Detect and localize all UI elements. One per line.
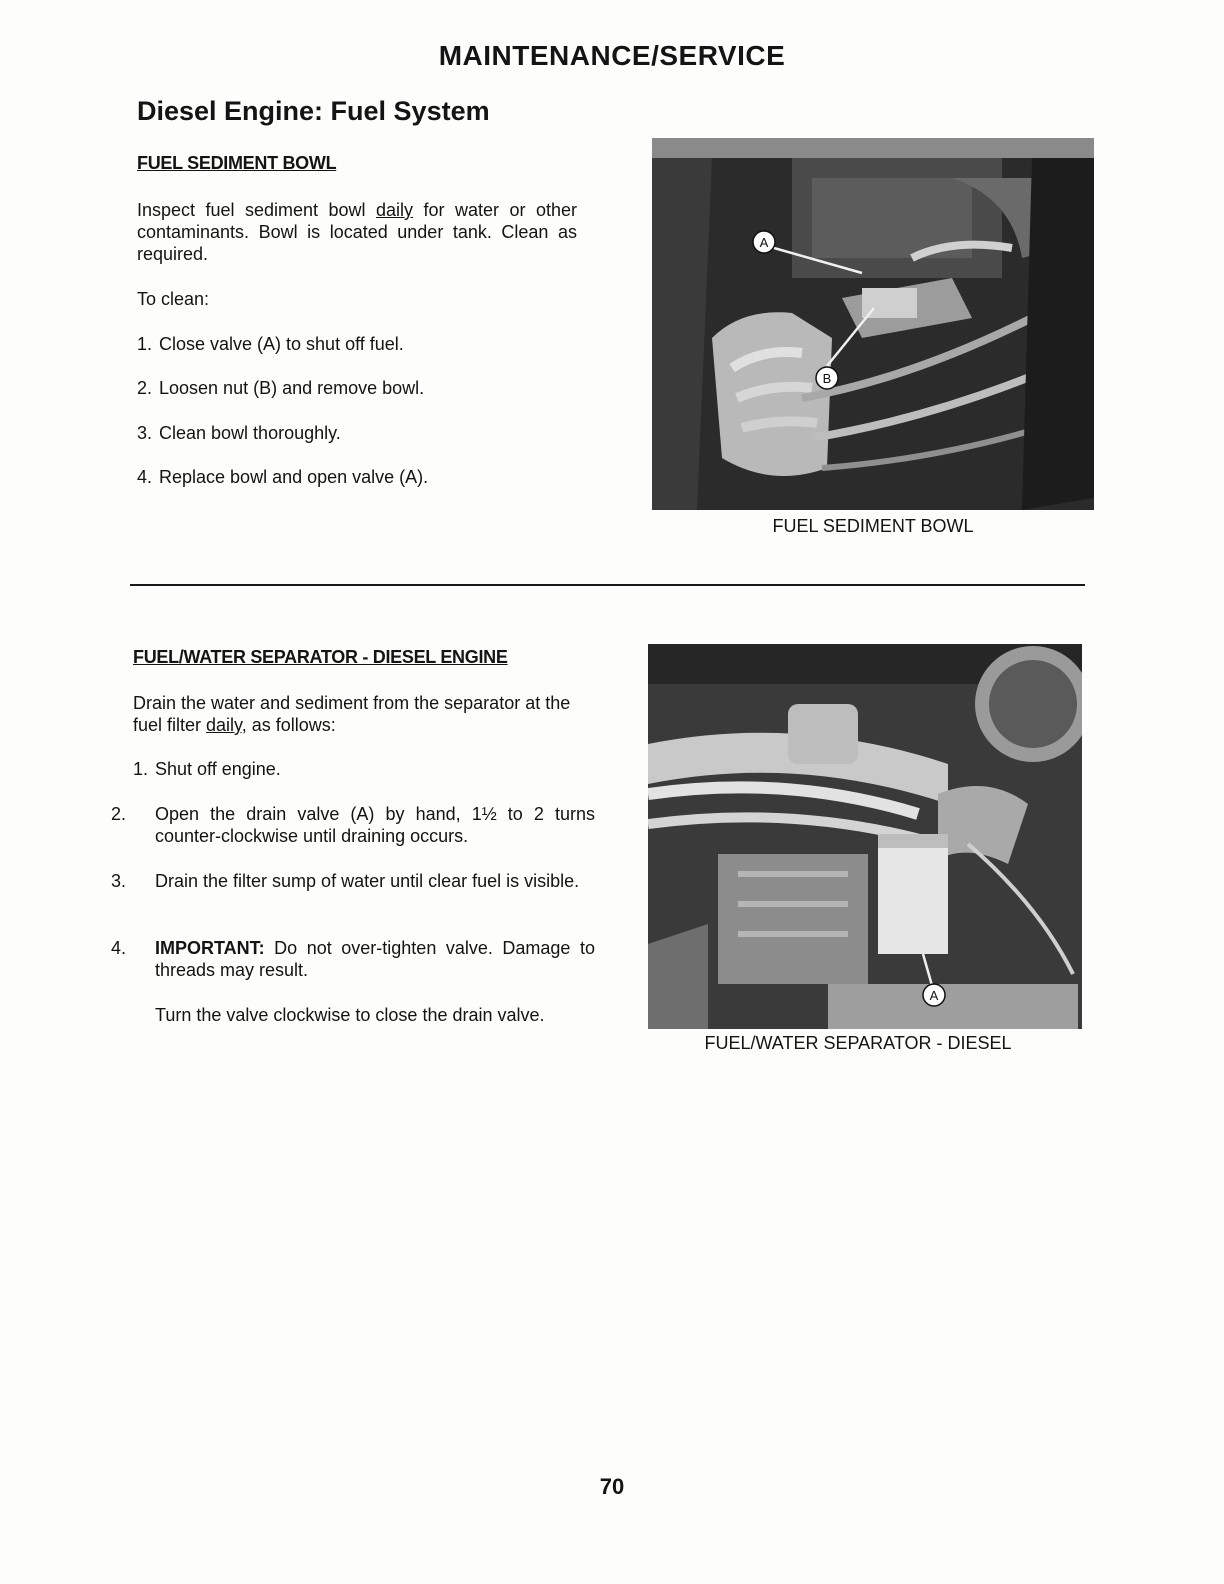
sediment-bowl-intro xyxy=(137,199,577,265)
fuel-sediment-bowl-photo xyxy=(652,138,1094,510)
fuel-water-separator-heading: FUEL/WATER SEPARATOR - DIESEL ENGINE xyxy=(133,647,508,667)
step-text: Loosen nut (B) and remove bowl. xyxy=(159,378,425,398)
step-text: Drain the filter sump of water until clear fuel is visible. xyxy=(155,871,580,891)
step-number: 1. xyxy=(133,759,149,779)
step-text: Replace bowl and open valve (A). xyxy=(159,467,429,487)
sediment-step-2 xyxy=(137,377,424,399)
separator-step-4 xyxy=(111,937,595,981)
separator-closing-note: Turn the valve clockwise to close the drain valve. xyxy=(155,1005,545,1025)
sediment-step-4 xyxy=(137,466,428,488)
step-text: Do not over-tighten valve. Damage to threads may result. xyxy=(155,938,595,980)
separator-step-2 xyxy=(111,803,595,847)
step-number: 4. xyxy=(137,467,153,487)
callout-a-label: A xyxy=(929,988,939,1003)
section-title: Diesel Engine: Fuel System xyxy=(137,96,490,126)
callout-b-label: B xyxy=(822,371,832,386)
step-number: 4. xyxy=(111,938,127,958)
sediment-step-3 xyxy=(137,422,341,444)
page-number: 70 xyxy=(599,1474,625,1499)
step-text: Close valve (A) to shut off fuel. xyxy=(159,334,404,354)
separator-intro xyxy=(133,692,583,736)
intro-emphasis: daily xyxy=(206,715,242,735)
callout-a-label: A xyxy=(759,235,769,250)
step-text: Shut off engine. xyxy=(155,759,281,779)
intro-text: Inspect fuel sediment bowl xyxy=(137,200,377,220)
section-divider xyxy=(130,584,1085,586)
intro-emphasis: daily xyxy=(376,200,414,220)
important-label: IMPORTANT: xyxy=(155,938,265,958)
fuel-water-separator-photo xyxy=(648,644,1082,1029)
separator-photo-illustration xyxy=(648,644,1082,1029)
step-number: 1. xyxy=(137,334,153,354)
step-text: Clean bowl thoroughly. xyxy=(159,423,341,443)
page-header: MAINTENANCE/SERVICE xyxy=(438,40,786,71)
intro-text-end: for water or other contaminants. Bowl is located under tank. Clean as required. xyxy=(137,200,577,264)
step-text: Open the drain valve (A) by hand, 1½ to 2 turns counter-clockwise until draining occurs. xyxy=(155,804,595,846)
sediment-step-1 xyxy=(137,333,404,355)
step-number: 2. xyxy=(111,804,127,824)
step-number: 3. xyxy=(111,871,127,891)
engine-photo-illustration xyxy=(652,138,1094,510)
intro-text: Drain the water and sediment from the separator at the fuel filter xyxy=(133,693,571,735)
separator-step-3 xyxy=(111,870,595,892)
step-number: 2. xyxy=(137,378,153,398)
step-number: 3. xyxy=(137,423,153,443)
fuel-sediment-bowl-caption: FUEL SEDIMENT BOWL xyxy=(772,516,974,536)
fuel-water-separator-caption: FUEL/WATER SEPARATOR - DIESEL xyxy=(704,1033,1012,1053)
to-clean-label: To clean: xyxy=(137,289,210,309)
separator-step-1 xyxy=(133,758,281,780)
intro-text-end: , as follows: xyxy=(241,715,336,735)
fuel-sediment-bowl-heading: FUEL SEDIMENT BOWL xyxy=(137,153,337,173)
